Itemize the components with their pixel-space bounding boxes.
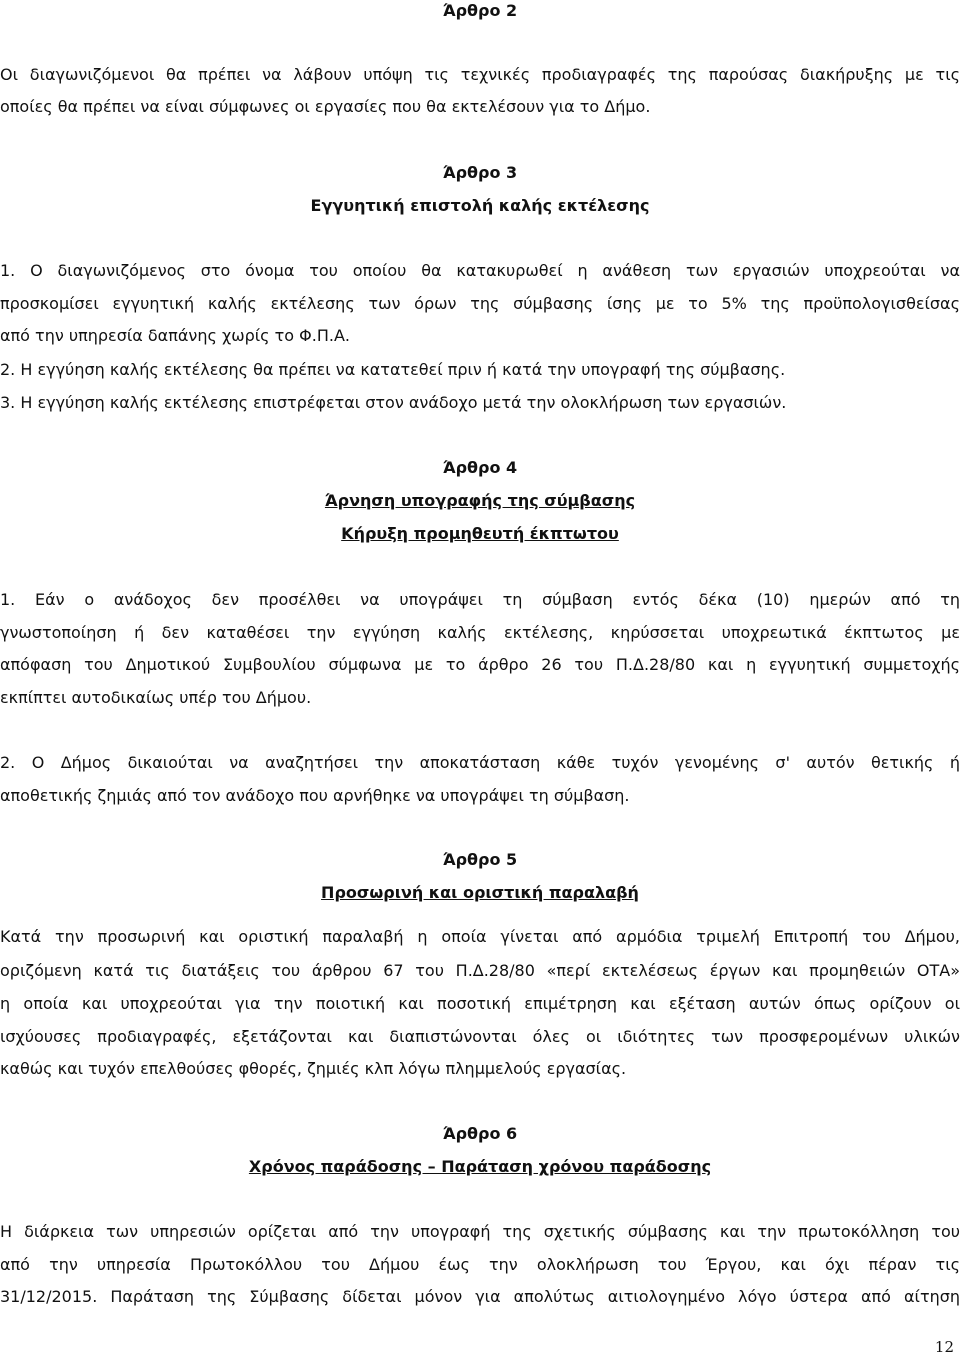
article-2-line: Οι διαγωνιζόμενοι θα πρέπει να λάβουν υπόψη τις τεχνικές προδιαγραφές της παρούσας διακήρυξης με τις <box>0 65 960 84</box>
article-2-heading: Άρθρο 2 <box>442 1 518 20</box>
article-3-paragraph-line: 1. Ο διαγωνιζόμενος στο όνομα του οποίου θα κατακυρωθεί η ανάθεση των εργασιών υποχρεούται να <box>0 261 960 280</box>
article-5-line: Κατά την προσωρινή και οριστική παραλαβή η οποία γίνεται από αρμόδια τριμελή Επιτροπή του Δήμου, <box>0 927 960 946</box>
article-4-paragraph-line: αποθετικής ζημιάς από τον ανάδοχο που αρνήθηκε να υπογράψει τη σύμβαση. <box>0 786 630 805</box>
article-3-paragraph-line: από την υπηρεσία δαπάνης χωρίς το Φ.Π.Α. <box>0 326 350 345</box>
article-6-line: από την υπηρεσία Πρωτοκόλλου του Δήμου έως την ολοκλήρωση του Έργου, και όχι πέραν τις <box>0 1255 960 1274</box>
article-4-heading: Άρθρο 4 <box>442 458 518 477</box>
article-4-paragraph-line: 1. Εάν ο ανάδοχος δεν προσέλθει να υπογράψει τη σύμβαση εντός δέκα (10) ημερών από τη <box>0 590 960 609</box>
article-4-paragraph-line: γνωστοποίηση ή δεν καταθέσει την εγγύηση καλής εκτέλεσης, κηρύσσεται υποχρεωτικά έκπτωτος με <box>0 623 960 642</box>
article-4-paragraph-line: 2. Ο Δήμος δικαιούται να αναζητήσει την αποκατάσταση κάθε τυχόν γενομένης σ' αυτόν θετικής ή <box>0 753 960 772</box>
article-4-paragraph-line: απόφαση του Δημοτικού Συμβουλίου σύμφωνα με το άρθρο 26 του Π.Δ.28/80 και η εγγυητική συμμετοχής <box>0 655 960 674</box>
article-5-line: οριζόμενη κατά τις διατάξεις του άρθρου 67 του Π.Δ.28/80 «περί εκτελέσεως έργων και προμηθειών ΟΤΑ» <box>0 961 960 980</box>
article-5-heading: Άρθρο 5 <box>442 850 518 869</box>
article-3-paragraph: 2. Η εγγύηση καλής εκτέλεσης θα πρέπει να κατατεθεί πριν ή κατά την υπογραφή της σύμβασης. <box>0 360 786 379</box>
article-6-line: 31/12/2015. Παράταση της Σύμβασης δίδεται μόνον για απολύτως αιτιολογημένο λόγο ύστερα από αίτηση <box>0 1287 960 1306</box>
page-number: 12 <box>934 1338 954 1356</box>
article-4-subtitle: Κήρυξη προμηθευτή έκπτωτου <box>341 524 619 543</box>
article-5-subtitle: Προσωρινή και οριστική παραλαβή <box>321 883 639 902</box>
article-5-line: η οποία και υποχρεούται για την ποιοτική και ποσοτική επιμέτρηση και εξέταση αυτών όπως ορίζουν οι <box>0 994 960 1013</box>
article-2-line: οποίες θα πρέπει να είναι σύμφωνες οι εργασίες που θα εκτελέσουν για το Δήμο. <box>0 97 651 116</box>
article-5-line: ισχύουσες προδιαγραφές, εξετάζονται και διαπιστώνονται όλες οι ιδιότητες των προσφερομένων υλικών <box>0 1027 960 1046</box>
article-3-heading: Άρθρο 3 <box>442 163 518 182</box>
article-4-subtitle: Άρνηση υπογραφής της σύμβασης <box>324 491 636 510</box>
article-3-paragraph: 3. Η εγγύηση καλής εκτέλεσης επιστρέφεται στον ανάδοχο μετά την ολοκλήρωση των εργασιών. <box>0 393 787 412</box>
article-4-paragraph-line: εκπίπτει αυτοδικαίως υπέρ του Δήμου. <box>0 688 312 707</box>
article-3-subtitle: Εγγυητική επιστολή καλής εκτέλεσης <box>310 196 650 215</box>
article-6-heading: Άρθρο 6 <box>442 1124 518 1143</box>
article-3-paragraph-line: προσκομίσει εγγυητική καλής εκτέλεσης των όρων της σύμβασης ίσης με το 5% της προϋπολογισθείσας <box>0 294 960 313</box>
article-6-subtitle: Χρόνος παράδοσης – Παράταση χρόνου παράδοσης <box>248 1157 712 1176</box>
article-6-line: Η διάρκεια των υπηρεσιών ορίζεται από την υπογραφή της σχετικής σύμβασης και την πρωτοκόλληση του <box>0 1222 960 1241</box>
article-5-line: καθώς και τυχόν επελθούσες φθορές, ζημιές κλπ λόγω πλημμελούς εργασίας. <box>0 1059 627 1078</box>
